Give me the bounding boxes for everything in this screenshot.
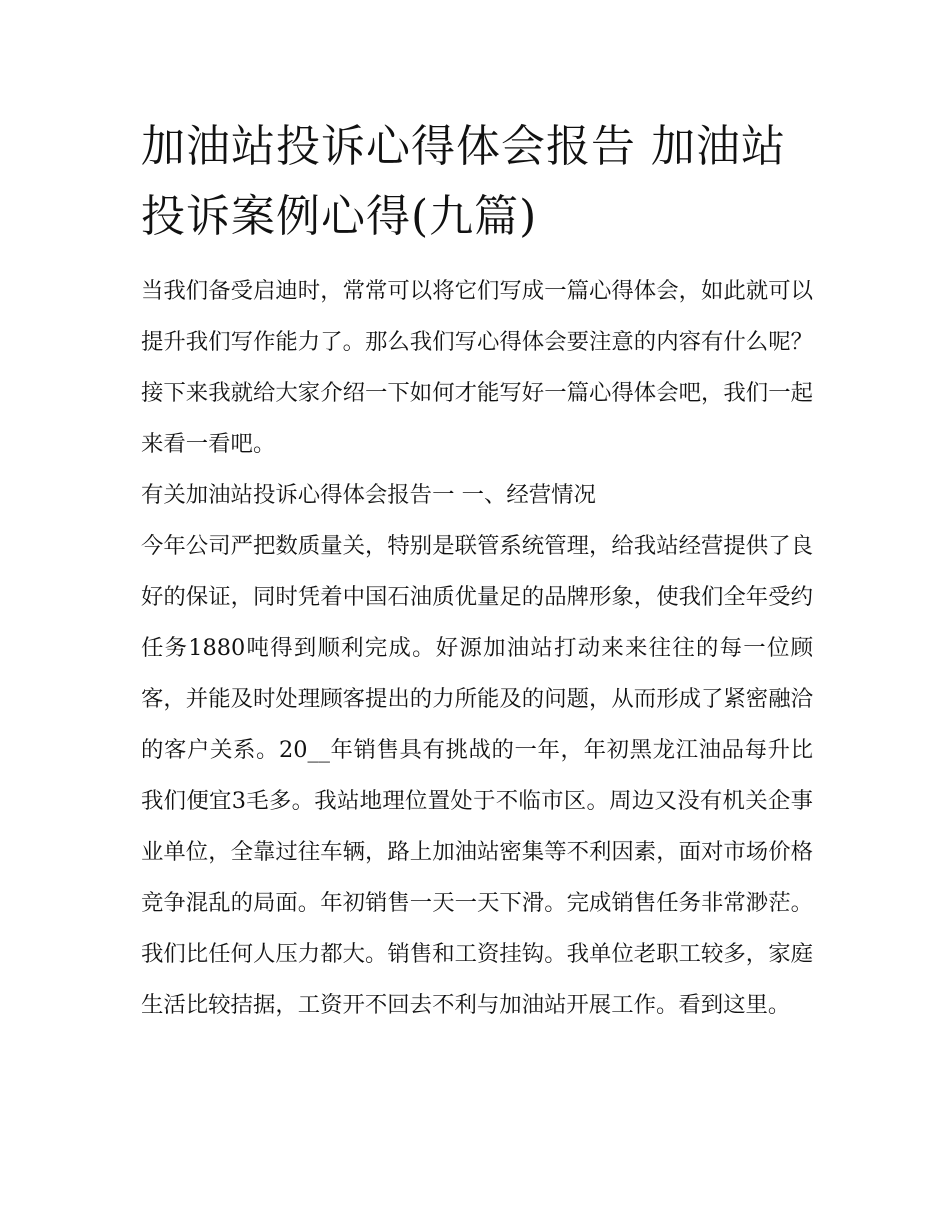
document-title: 加油站投诉心得体会报告 加油站投诉案例心得(九篇) — [141, 121, 786, 242]
intro-paragraph: 当我们备受启迪时，常常可以将它们写成一篇心得体会，如此就可以提升我们写作能力了。那么我们写心得体会要注意的内容有什么呢？接下来我就给大家介绍一下如何才能写好一篇心得体会吧，我们一起来看一看吧。 — [141, 278, 813, 457]
body-paragraph: 今年公司严把数质量关，特别是联管系统管理，给我站经营提供了良好的保证，同时凭着中国石油质优量足的品牌形象，使我们全年受约任务1880吨得到顺利完成。好源加油站打动来来往往的每一位顾客，并能及时处理顾客提出的力所能及的问题，从而形成了紧密融洽的客户关系。20__年销售具有挑战的一年，年初黑龙江油品每升比我们便宜3毛多。我站地理位置处于不临市区。周边又没有机关企事业单位，全靠过往车辆，路上加油站密集等不利因素，面对市场价格竞争混乱的局面。年初销售一天一天下滑。完成销售任务非常渺茫。我们比任何人压力都大。销售和工资挂钩。我单位老职工较多，家庭生活比较拮据，工资开不回去不利与加油站开展工作。看到这里。 — [141, 533, 813, 1018]
document-page — [141, 112, 813, 1031]
section-heading: 有关加油站投诉心得体会报告一 一、经营情况 — [141, 482, 596, 508]
